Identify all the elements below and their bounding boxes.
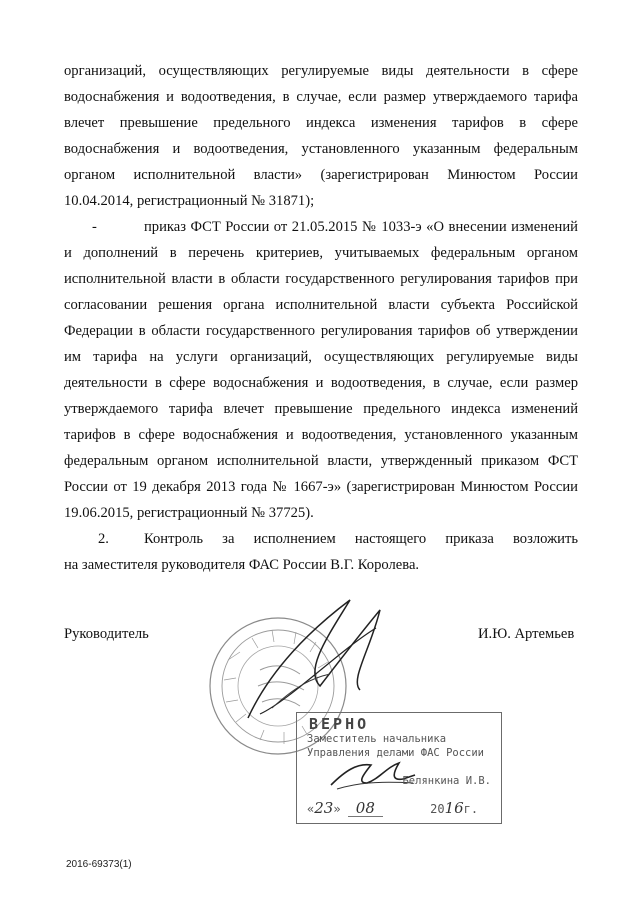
text-line: и дополнений в перечень критериев, учитываемых федеральным органом [64,245,578,261]
text-line: Федерации в области государственного регулирования тарифов об утверждении [64,323,578,339]
text-line: водоснабжения и водоотведения, в случае, если размер утверждаемого тарифа [64,89,578,105]
text-line: водоснабжения и водоотведения, установленного указанным федеральным [64,141,578,157]
text-line: 10.04.2014, регистрационный № 31871); [64,193,315,209]
text-line: организаций, осуществляющих регулируемые виды деятельности в сфере [64,63,578,79]
stamp-position-line: Заместитель начальника [307,733,447,745]
stamp-date-day: 23 [314,799,334,817]
text-line: приказ ФСТ России от 21.05.2015 № 1033-э «О внесении изменений [144,219,578,235]
stamp-title: ВЕРНО [309,715,370,733]
text-line: им тарифа на услуги организаций, осуществляющих регулируемые виды [64,349,578,365]
stamp-date: «23» 08 2016г. [307,799,479,817]
stamp-person-name: Белянкина И.В. [402,775,491,787]
text-line: 19.06.2015, регистрационный № 37725). [64,505,314,521]
stamp-date-year-end: г. [463,802,479,816]
text-line: тарифов в сфере водоснабжения и водоотведения, установленного указанным [64,427,578,443]
text-line: согласовании решения органа исполнительной власти субъекта Российской [64,297,578,313]
document-number: 2016-69373(1) [66,859,132,870]
certification-stamp [296,712,502,824]
text-line: Контроль за исполнением настоящего приказа возложить [144,531,578,547]
text-line: органом исполнительной власти» (зарегистрирован Минюстом России [64,167,578,183]
text-line: влечет превышение предельного индекса изменения тарифов в сфере [64,115,578,131]
handwritten-signature-image [327,753,417,793]
stamp-date-year-suffix: 16 [444,799,464,817]
stamp-date-year-prefix: 20 [430,802,445,816]
text-line: утверждаемого тарифа влечет превышение предельного индекса изменений [64,401,578,417]
text-line: России от 19 декабря 2013 года № 1667-э» (зарегистрирован Минюстом России [64,479,578,495]
text-line: на заместителя руководителя ФАС России В.Г. Королева. [64,557,420,573]
signatory-name: И.Ю. Артемьев [478,626,575,642]
stamp-department-line: Управления делами ФАС России [307,747,485,759]
signatory-position: Руководитель [64,626,149,642]
point-number: 2. [98,531,109,547]
list-dash: - [92,219,97,235]
stamp-date-month: 08 [355,799,375,817]
text-line: федеральным органом исполнительной власти, утвержденный приказом ФСТ [64,453,578,469]
text-line: деятельности в сфере водоснабжения и водоотведения, в случае, если размер [64,375,578,391]
text-line: исполнительной власти в области государственного регулирования тарифов при [64,271,578,287]
